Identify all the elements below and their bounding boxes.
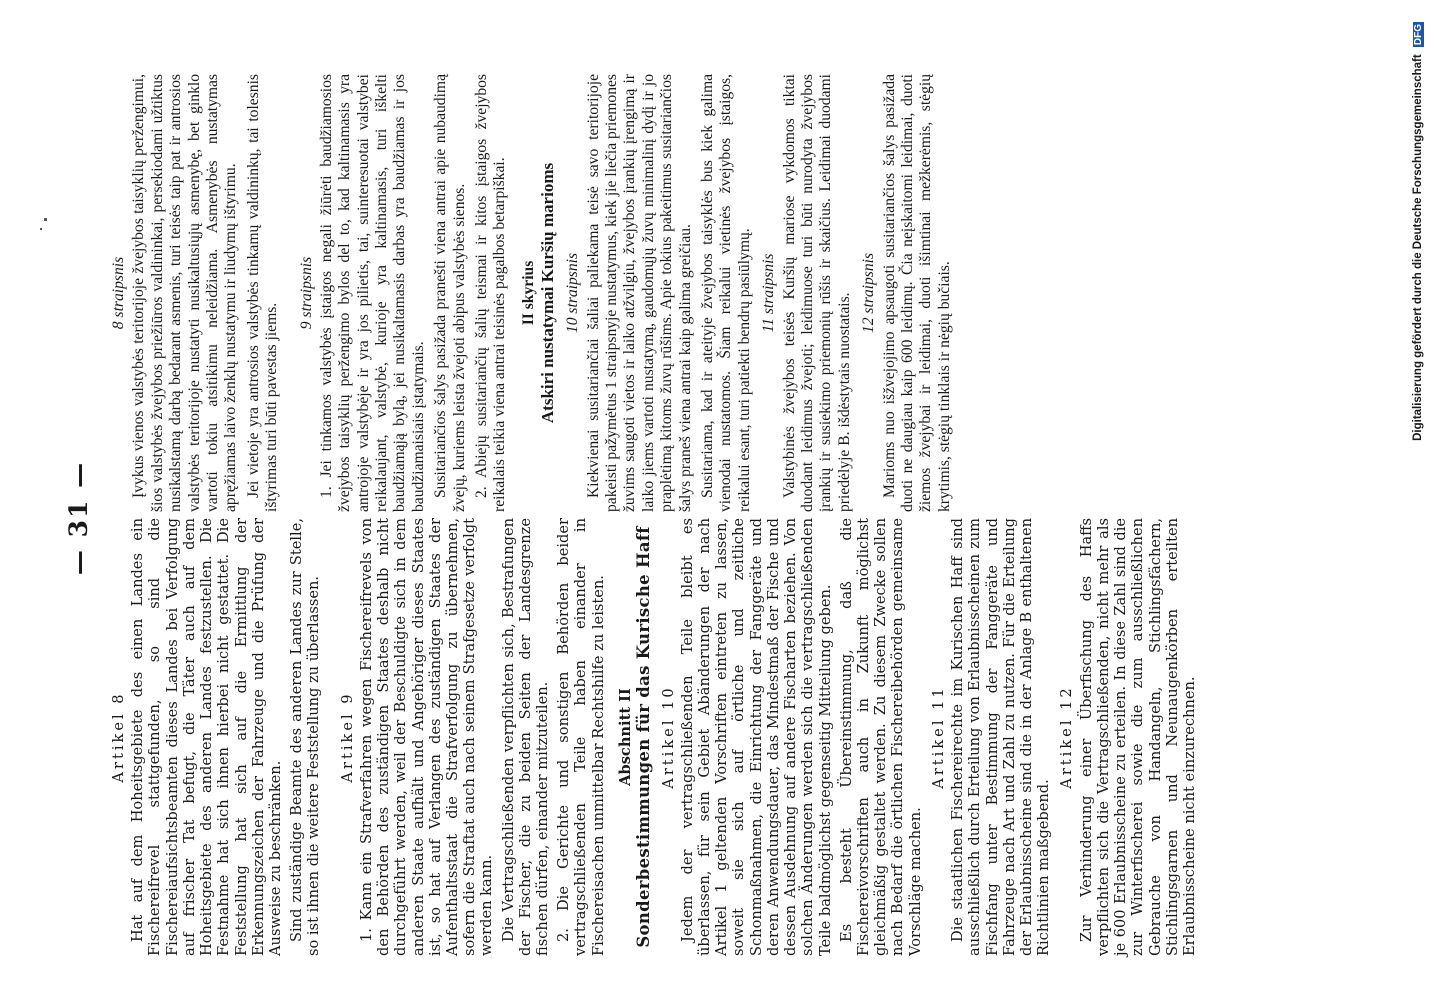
lithuanian-article-9-heading: 9 straipsnis	[297, 256, 315, 330]
german-article-10-heading: Artikel 10	[659, 685, 677, 789]
german-column	[110, 518, 1202, 956]
lithuanian-article-9-paragraph-1: 1. Jei tinkamos valstybės įstaigos negali žiūrėti baudžiamosios žvejybos taisyklių peržengimo bylos del to, kad kaltinamasis yra antrojoje valstybėje ir yra jos pilietis, tai, suinteresuotai valstybei reikalaujant, valstybė, kurioje yra kaltinamasis, turi iškelti baudžiamąją bylą, jei nusikaltamasis darbas yra baudžiamas ir jos baudžiamaisiais įstatymais.	[317, 74, 427, 512]
dfg-logo: DFG	[1413, 24, 1424, 46]
german-article-10-paragraph-1: Jedem der vertragschließenden Teile bleibt es überlassen, für sein Gebiet Abänderungen der nach Artikel 1 geltenden Vorschriften eintreten zu lassen, soweit sie sich auf örtliche und zeitliche Schonmaßnahmen, die Einrichtung der Fanggeräte und deren Anwendungsdauer, das Mindestmaß der Fische und dessen Ausdehnung auf andere Fischarten beziehen. Von solchen Änderungen werden sich die vertragschließenden Teile baldmöglichst gegenseitig Mitteilung geben.	[678, 518, 834, 956]
digitization-credit-text: Digitalisierung gefördert durch die Deutsche Forschungsgemeinschaft	[1412, 54, 1424, 441]
lithuanian-section-title: Atskiri nustatymai Kuršių marioms	[538, 162, 558, 424]
rotated-page-content	[50, 68, 1380, 968]
german-section-title: Sonderbestimmungen für das Kurische Haff	[634, 526, 654, 948]
digitization-sidebar	[1412, 8, 1430, 988]
lithuanian-article-8-heading: 8 straipsnis	[110, 256, 127, 330]
german-article-9-paragraph-3: 2. Die Gerichte und sonstigen Behörden beider vertragschließenden Teile haben einander in Fischereisachen unmittelbar Rechtshilfe zu leisten.	[555, 518, 607, 956]
scan-speck	[40, 228, 42, 230]
page-number: — 31 —	[64, 460, 93, 576]
lithuanian-article-10-paragraph-2: Susitariama, kad ir ateityje žvejybos taisyklės bus kiek galima vienodai nustatomos. Šiam reikalui vietinės žvejybos įstaigos, reikalui esant, turi patiekti bendrų pasiūlymų.	[698, 74, 753, 512]
german-section-label: Abschnitt II	[616, 688, 634, 786]
lithuanian-article-9-paragraph-2: Susitariančios šalys pasižada pranešti viena antrai apie nubaudimą žvejų, kuriems leista žvejoti abipus valstybės sienos.	[432, 74, 468, 512]
lithuanian-article-12-heading: 12 straipsnis	[860, 252, 878, 334]
lithuanian-article-9-paragraph-3: 2. Abiejų susitariančių šalių teismai ir kitos įstaigos žvejybos reikalais teikia viena antrai teisinės pagalbos betarpiškai.	[473, 74, 509, 512]
german-article-9-paragraph-1: 1. Kann ein Strafverfahren wegen Fischereifrevels von den Behörden des zuständigen Staates deshalb nicht durchgeführt werden, weil der Beschuldigte sich in dem anderen Staate aufhält und Angehöriger dieses Staates ist, so hat auf Verlangen des zuständigen Staates der Aufenthaltsstaat die Strafverfolgung zu übernehmen, sofern die Straftat auch nach seinem Strafgesetze verfolgt werden kann.	[357, 518, 496, 956]
german-article-11-heading: Artikel 11	[929, 685, 947, 789]
digitization-credit	[1412, 22, 1430, 972]
german-article-12-heading: Artikel 12	[1058, 685, 1076, 789]
german-article-12-paragraph-1: Zur Verhinderung einer Überfischung des Haffs verpflichten sich die Vertragschließenden, nicht mehr als je 600 Erlaubnisscheine zu erteilen. In diese Zahl sind die zur Winterfischerei sowie die zum ausschließlichen Gebrauche von Handangeln, Stichlingsfächern, Stichlingsgarnen und Neunaugenkörben erteilten Erlaubnisscheine nicht einzurechnen.	[1077, 518, 1198, 956]
lithuanian-article-10-paragraph-1: Kiekvienai susitariančiai šaliai paliekama teisė savo teritorijoje pakeisti pažymėtus 1 straipsnyje nustatymus, kiek jie liečia priemones žuvims saugoti vietos ir laiko atžvilgiu, žvejybos įrankių įrengimą ir laiko jiems vartoti nustatymą, gaudomųjų žuvų minimalinį dydį ir jo praplėtimą kitoms žuvų rūšims. Apie tokius pakeitimus susitariančios šalys praneš viena antrai kaip galima greičiau.	[584, 74, 694, 512]
german-article-9-paragraph-2: Die Vertragschließenden verpflichten sich, Bestrafungen der Fischer, die zu beiden Seiten der Landesgrenze fischen dürfen, einander mitzuteilen.	[499, 518, 552, 956]
lithuanian-article-11-paragraph-1: Valstybinės žvejybos teisės Kuršių mariose vykdomos tiktai duodant leidimus žvejoti; leidimuose turi būti nurodyta žvejybos įrankių ir susiekimo priemonių rūšis ir skaičius. Leidimai duodami priedėlyje B. išdėstytais nuostatais.	[780, 74, 853, 512]
lithuanian-article-12-paragraph-1: Marioms nuo išžvejojimo apsaugoti susitariančios šalys pasižada duoti ne daugiau kaip 600 leidimų. Čia neįskaitomi leidimai, duoti žiemos žvejybai ir leidimai, duoti išimtinai mežkerėmis, stėgių krytimis, stėgių tinklais ir nėgių bučiais.	[880, 74, 953, 512]
german-article-8-paragraph-2: Sind zuständige Beamte des anderen Landes zur Stelle, so ist ihnen die weitere Feststellung zu überlassen.	[288, 518, 323, 956]
scan-speck	[44, 218, 47, 221]
german-article-8-heading: Artikel 8	[110, 691, 127, 783]
german-article-9-heading: Artikel 9	[338, 691, 356, 783]
lithuanian-article-11-heading: 11 straipsnis	[760, 253, 778, 333]
german-article-8-paragraph-1: Hat auf dem Hoheitsgebiete des einen Landes ein Fischereifrevel stattgefunden, so sind die Fischereiaufsichtsbeamten dieses Landes bei Verfolgung auf frischer Tat befugt, die Täter auch auf dem Hoheitsgebiete des anderen Landes festzustellen. Die Festnahme hat sich ihnen hierbei nicht gestattet. Die Feststellung hat sich auf die Ermittlung der Erkennungszeichen der Fahrzeuge und die Prüfung der Ausweise zu beschränken.	[129, 518, 284, 956]
lithuanian-article-8-paragraph-1: Įvykus vienos valstybės teritorijoje žvejybos taisyklių peržengimui, šios valstybės žvejybos priežiūros valdininkai, persekiodami užtiktus nusikalstamą darbą bedarant asmenis, turi teisės taip pat ir antrosios valstybės teritorijoje nustatyti nusikaltusiųjų asmenybę, bet ginklo vartoti tokiu atsitikimu neleidžiama. Asmenybės nustatymas apręžiamas laivo ženklų nustatymu ir liudymų ištyrimu.	[130, 74, 240, 512]
lithuanian-article-8-paragraph-2: Jei vietoje yra antrosios valstybės tinkamų valdininkų, tai tolesnis ištyrimas turi būti pavestas jiems.	[244, 74, 281, 512]
german-article-10-paragraph-2: Es besteht Übereinstimmung, daß die Fischereivorschriften auch in Zukunft möglichst gleichmäßig gestaltet werden. Zu diesem Zwecke sollen nach Bedarf die örtlichen Fischereibehörden gemeinsame Vorschläge machen.	[837, 518, 924, 956]
lithuanian-section-label: II skyrius	[519, 260, 537, 326]
lithuanian-article-10-heading: 10 straipsnis	[564, 252, 582, 334]
german-article-11-paragraph-1: Die staatlichen Fischereirechte im Kurischen Haff sind ausschließlich durch Erteilung von Erlaubnisscheinen zum Fischfang unter Bestimmung der Fanggeräte und Fahrzeuge nach Art und Zahl zu nutzen. Für die Erteilung der Erlaubnisscheine sind die in der Anlage B enthaltenen Richtlinien maßgebend.	[949, 518, 1053, 956]
lithuanian-column	[110, 74, 958, 512]
